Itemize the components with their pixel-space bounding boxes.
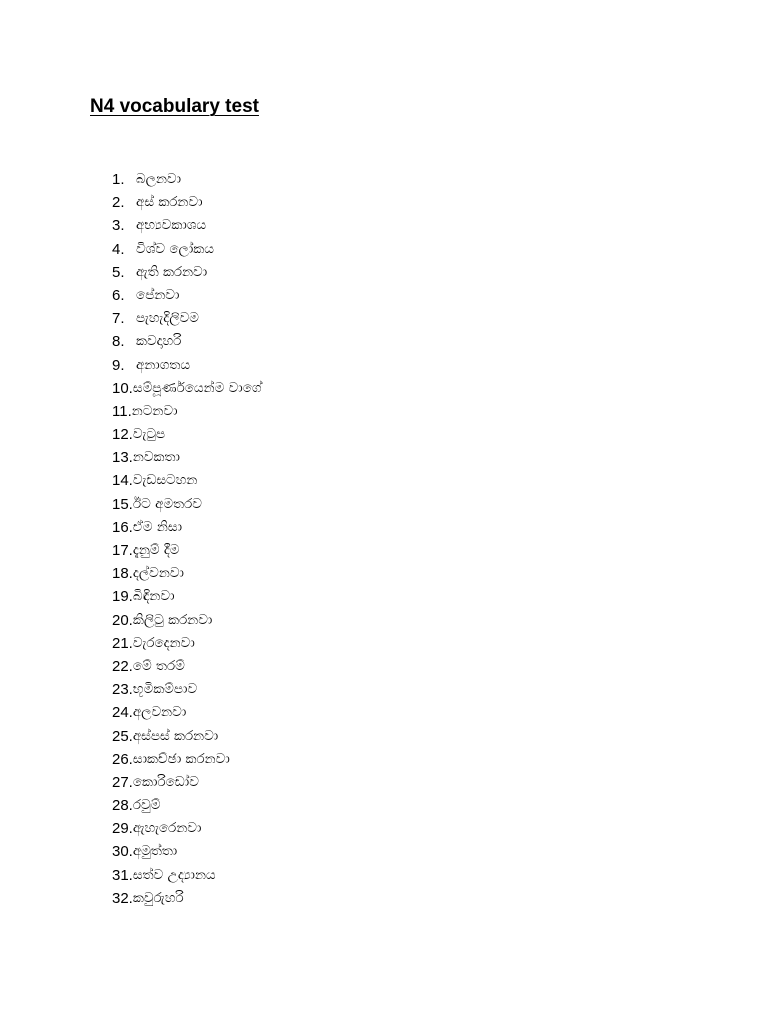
item-number: 11. (112, 402, 132, 420)
item-word: අලවනවා (132, 704, 187, 721)
item-number: 1. (112, 171, 125, 188)
item-word: අමුත්තා (132, 843, 178, 860)
list-item (112, 423, 262, 446)
item-number: 7. (112, 310, 125, 328)
item-word: රවුම් (132, 797, 161, 814)
item-word: දල්වනවා (132, 565, 184, 582)
item-number: 25. (112, 727, 133, 745)
list-item (112, 377, 262, 400)
item-word: වැටුප (132, 426, 166, 443)
page-title: N4 vocabulary test (90, 96, 259, 117)
item-number: 24. (112, 704, 133, 722)
list-item (112, 771, 262, 794)
item-word: කොරිඩෝව (132, 773, 199, 790)
list-item (112, 446, 262, 469)
list-item (112, 585, 262, 608)
item-word: අභ්‍යවකාශය (136, 217, 207, 234)
list-item (112, 191, 262, 214)
list-item (112, 284, 262, 307)
item-word: බලනවා (136, 171, 182, 187)
item-number: 10. (112, 379, 133, 397)
item-word: වැරදෙනවා (132, 634, 195, 651)
item-word: භූමිකම්පාව (132, 681, 198, 698)
item-word: කවදාහරි (136, 333, 182, 350)
list-item (112, 261, 262, 284)
list-item (112, 887, 262, 910)
item-number: 4. (112, 240, 125, 258)
list-item (112, 330, 262, 353)
list-item (112, 562, 262, 585)
item-number: 29. (112, 820, 133, 838)
list-item (112, 609, 262, 632)
item-number: 18. (112, 565, 133, 583)
item-word: අස්පස් කරනවා (132, 727, 219, 744)
list-item (112, 539, 262, 562)
item-number: 23. (112, 681, 133, 699)
list-item (112, 817, 262, 840)
item-word: බිඳිනවා (132, 588, 175, 605)
item-word: විශ්ව ලෝකය (136, 240, 214, 257)
list-item (112, 701, 262, 724)
item-word: වැඩසටහන (132, 472, 198, 489)
list-item (112, 469, 262, 492)
item-word: ඇති කරනවා (136, 263, 208, 280)
list-item (112, 400, 262, 423)
list-item (112, 493, 262, 516)
item-word: කවුරුහරි (132, 889, 184, 906)
item-number: 16. (112, 518, 133, 536)
list-item (112, 655, 262, 678)
item-word: ඊට අමතරව (132, 495, 203, 512)
item-word: සම්පූර්ණයෙන්ම වාගේ (132, 379, 262, 396)
item-word: අස් කරනවා (136, 194, 203, 211)
item-number: 17. (112, 542, 133, 559)
item-word: මේ තරම් (132, 657, 185, 674)
item-number: 26. (112, 750, 133, 768)
item-number: 3. (112, 217, 125, 235)
list-item (112, 632, 262, 655)
item-word: සාකච්ඡා කරනවා (132, 750, 230, 767)
item-number: 9. (112, 356, 125, 374)
item-number: 28. (112, 797, 133, 815)
item-number: 22. (112, 657, 133, 675)
list-item (112, 725, 262, 748)
vocabulary-list (112, 168, 262, 910)
item-word: සත්ව උද්‍යානය (132, 866, 216, 883)
item-word: දැනුම් දීම (132, 542, 180, 558)
item-number: 30. (112, 843, 133, 861)
item-number: 2. (112, 194, 125, 212)
list-item (112, 516, 262, 539)
item-number: 5. (112, 263, 125, 281)
list-item (112, 168, 262, 191)
item-number: 27. (112, 773, 133, 791)
item-number: 19. (112, 588, 133, 606)
item-word: ඒම නිසා (132, 518, 183, 535)
item-word: කිලිටු කරනවා (132, 611, 213, 628)
item-number: 6. (112, 286, 125, 304)
list-item (112, 748, 262, 771)
item-word: අනාගතය (136, 356, 191, 373)
list-item (112, 794, 262, 817)
item-number: 20. (112, 611, 133, 629)
list-item (112, 307, 262, 330)
item-number: 32. (112, 889, 133, 907)
item-number: 12. (112, 426, 133, 444)
item-number: 8. (112, 333, 125, 351)
item-word: පැහැදිලිවම (136, 310, 200, 327)
item-number: 15. (112, 495, 133, 513)
item-word: පේනවා (136, 286, 180, 303)
list-item (112, 238, 262, 261)
item-number: 13. (112, 449, 133, 467)
item-number: 14. (112, 472, 133, 490)
item-word: ඇහැරෙනවා (132, 820, 202, 837)
list-item (112, 214, 262, 237)
list-item (112, 354, 262, 377)
list-item (112, 864, 262, 887)
item-word: නටනවා (131, 402, 178, 419)
item-number: 31. (112, 866, 133, 884)
item-word: නවකතා (132, 449, 180, 466)
item-number: 21. (112, 634, 133, 652)
list-item (112, 840, 262, 863)
list-item (112, 678, 262, 701)
